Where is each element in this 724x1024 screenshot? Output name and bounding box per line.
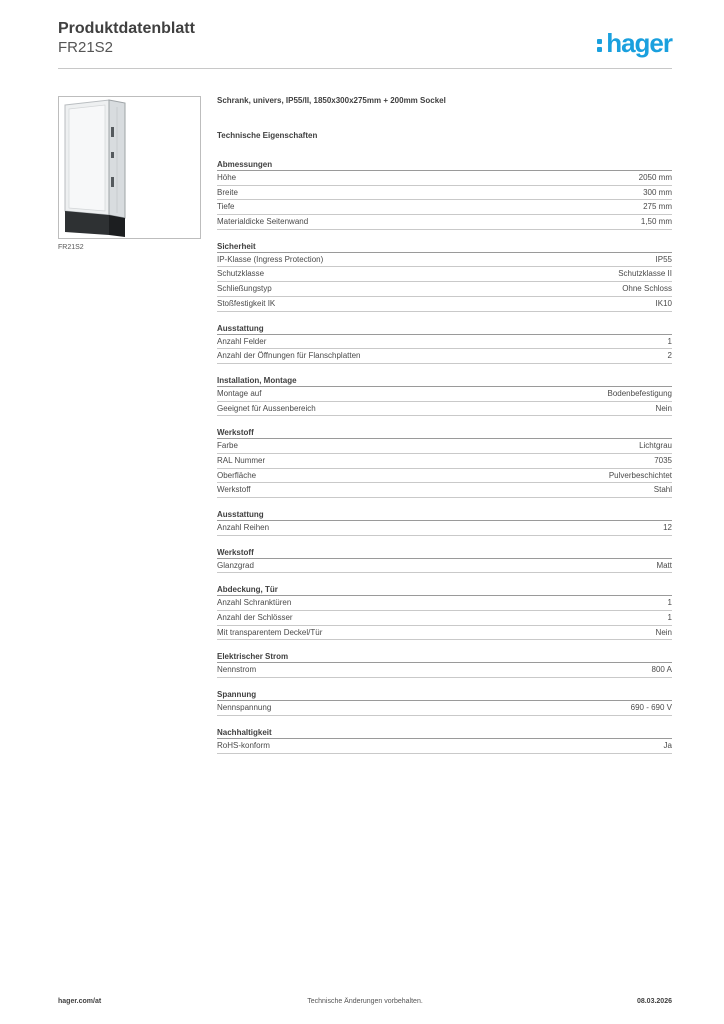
spec-row — [217, 596, 672, 611]
section-title: Elektrischer Strom — [217, 651, 672, 663]
spec-section — [217, 689, 672, 716]
spec-row — [217, 483, 672, 498]
spec-value: Nein — [655, 627, 672, 637]
section-title: Spannung — [217, 689, 672, 701]
spec-label: RAL Nummer — [217, 455, 266, 465]
spec-row — [217, 349, 672, 364]
spec-section — [217, 651, 672, 678]
spec-label: Montage auf — [217, 388, 262, 398]
section-title: Werkstoff — [217, 427, 672, 439]
spec-value: IK10 — [655, 298, 672, 308]
spec-row — [217, 387, 672, 402]
document-title: Produktdatenblatt — [58, 20, 195, 37]
section-title: Abmessungen — [217, 159, 672, 171]
spec-section — [217, 375, 672, 416]
spec-value: Lichtgrau — [639, 441, 672, 451]
spec-label: Materialdicke Seitenwand — [217, 217, 309, 227]
spec-label: Breite — [217, 187, 238, 197]
header-divider — [58, 68, 672, 69]
section-title: Nachhaltigkeit — [217, 727, 672, 739]
spec-value: Bodenbefestigung — [607, 388, 672, 398]
spec-value: 1,50 mm — [640, 217, 672, 227]
spec-value: Nein — [655, 403, 672, 413]
spec-label: Anzahl Schranktüren — [217, 598, 292, 608]
spec-label: Farbe — [217, 441, 238, 451]
section-title: Ausstattung — [217, 323, 672, 335]
logo-dots-icon — [597, 36, 603, 54]
spec-section — [217, 323, 672, 364]
image-caption: FR21S2 — [58, 244, 84, 251]
spec-value: 12 — [663, 523, 672, 532]
spec-label: Geeignet für Aussenbereich — [217, 403, 316, 413]
spec-row — [217, 335, 672, 350]
footer-note: Technische Änderungen vorbehalten. — [307, 998, 423, 1005]
spec-value: Stahl — [653, 485, 672, 495]
spec-row — [217, 611, 672, 626]
spec-value: 2 — [667, 351, 672, 361]
spec-value: 7035 — [654, 455, 672, 465]
spec-row — [217, 253, 672, 268]
spec-row — [217, 439, 672, 454]
spec-value: IP55 — [655, 254, 672, 264]
spec-section — [217, 584, 672, 640]
spec-label: IP-Klasse (Ingress Protection) — [217, 254, 324, 264]
spec-label: RoHS-konform — [217, 740, 270, 750]
spec-label: Oberfläche — [217, 470, 257, 480]
section-title: Sicherheit — [217, 241, 672, 253]
hager-logo — [597, 28, 672, 59]
spec-section — [217, 427, 672, 498]
section-title: Installation, Montage — [217, 375, 672, 387]
spec-label: Anzahl der Schlösser — [217, 613, 293, 623]
spec-row — [217, 171, 672, 186]
spec-section — [217, 159, 672, 230]
spec-row — [217, 559, 672, 574]
specifications — [217, 96, 672, 765]
spec-row — [217, 521, 672, 536]
spec-value: Ja — [663, 740, 672, 750]
spec-section — [217, 547, 672, 574]
spec-sections — [217, 159, 672, 754]
spec-value: 690 - 690 V — [630, 703, 672, 713]
product-image — [58, 96, 201, 239]
spec-section — [217, 727, 672, 754]
spec-label: Mit transparentem Deckel/Tür — [217, 627, 323, 637]
spec-value: 2050 mm — [638, 173, 672, 182]
spec-row — [217, 215, 672, 230]
section-title: Abdeckung, Tür — [217, 584, 672, 596]
spec-label: Anzahl Felder — [217, 336, 267, 346]
spec-row — [217, 297, 672, 312]
spec-label: Höhe — [217, 173, 237, 182]
spec-row — [217, 469, 672, 484]
spec-label: Tiefe — [217, 202, 235, 212]
spec-row — [217, 626, 672, 641]
spec-label: Glanzgrad — [217, 560, 254, 570]
spec-label: Anzahl der Öffnungen für Flanschplatten — [217, 351, 361, 361]
spec-label: Anzahl Reihen — [217, 523, 270, 532]
spec-row — [217, 701, 672, 716]
product-code: FR21S2 — [58, 39, 114, 56]
spec-row — [217, 267, 672, 282]
spec-value: Ohne Schloss — [622, 284, 672, 294]
spec-value: 1 — [667, 613, 672, 623]
technical-properties-heading: Technische Eigenschaften — [217, 131, 318, 140]
spec-value: 300 mm — [643, 187, 672, 197]
cabinet-illustration — [59, 97, 200, 238]
spec-row — [217, 282, 672, 297]
spec-value: Schutzklasse II — [618, 269, 672, 279]
spec-label: Schutzklasse — [217, 269, 265, 279]
spec-section — [217, 241, 672, 312]
spec-label: Werkstoff — [217, 485, 251, 495]
section-title: Ausstattung — [217, 509, 672, 521]
spec-row — [217, 186, 672, 201]
spec-section — [217, 509, 672, 536]
page-footer — [58, 998, 672, 1012]
spec-label: Stoßfestigkeit IK — [217, 298, 276, 308]
footer-website: hager.com/at — [58, 998, 102, 1005]
spec-value: 1 — [667, 336, 672, 346]
spec-label: Schließungstyp — [217, 284, 272, 294]
spec-value: 275 mm — [643, 202, 672, 212]
spec-row — [217, 454, 672, 469]
spec-label: Nennstrom — [217, 665, 257, 675]
spec-value: 800 A — [651, 665, 672, 675]
product-description: Schrank, univers, IP55/II, 1850x300x275mm + 200mm Sockel — [217, 96, 446, 105]
spec-value: Pulverbeschichtet — [608, 470, 672, 480]
footer-date: 08.03.2026 — [636, 998, 672, 1005]
page-header — [58, 20, 672, 70]
spec-value: 1 — [667, 598, 672, 608]
section-title: Werkstoff — [217, 547, 672, 559]
spec-row — [217, 663, 672, 678]
logo-text: hager — [606, 28, 672, 58]
spec-row — [217, 739, 672, 754]
spec-row — [217, 200, 672, 215]
spec-label: Nennspannung — [217, 703, 272, 713]
spec-row — [217, 402, 672, 417]
spec-value: Matt — [656, 560, 672, 570]
